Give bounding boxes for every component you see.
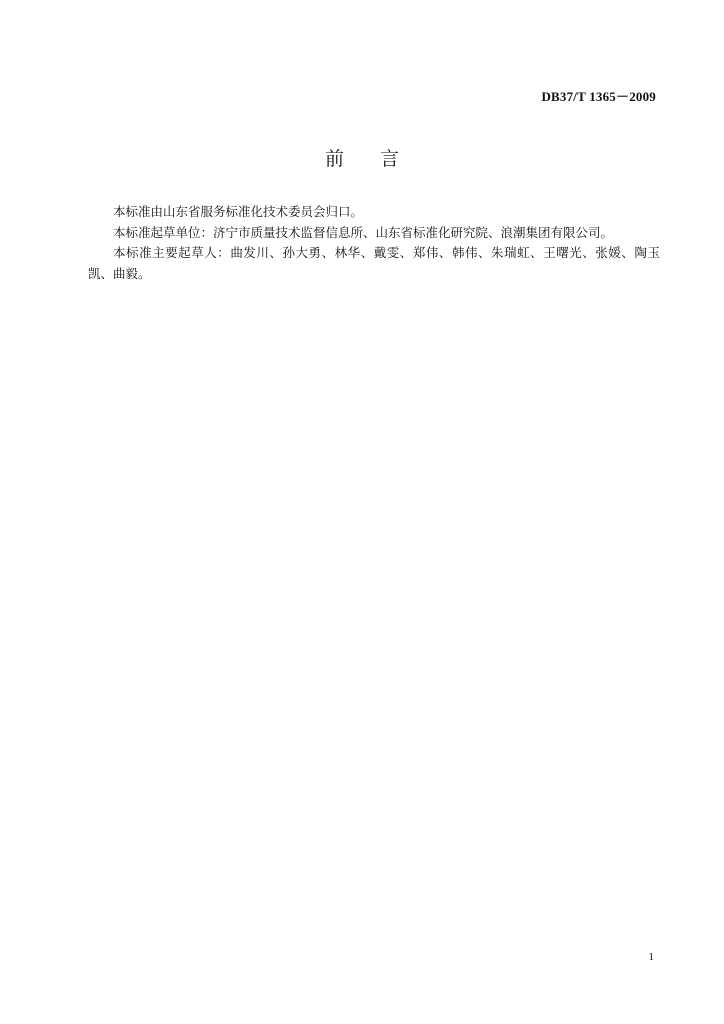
- paragraph-responsible-committee: 本标准由山东省服务标准化技术委员会归口。: [113, 204, 364, 219]
- paragraph-drafting-units: 本标准起草单位：济宁市质量技术监督信息所、山东省标准化研究院、浪潮集团有限公司。: [113, 224, 614, 240]
- page-title: 前言: [324, 148, 435, 170]
- page-number: 1: [648, 951, 654, 963]
- document-code: DB37/T 1365－2009: [541, 89, 656, 104]
- foreword-body: [88, 202, 660, 284]
- paragraph-drafters: 本标准主要起草人：曲发川、孙大勇、林华、戴雯、郑伟、韩伟、朱瑞虹、王曙光、张媛、陶玉凯、曲毅。: [88, 245, 660, 281]
